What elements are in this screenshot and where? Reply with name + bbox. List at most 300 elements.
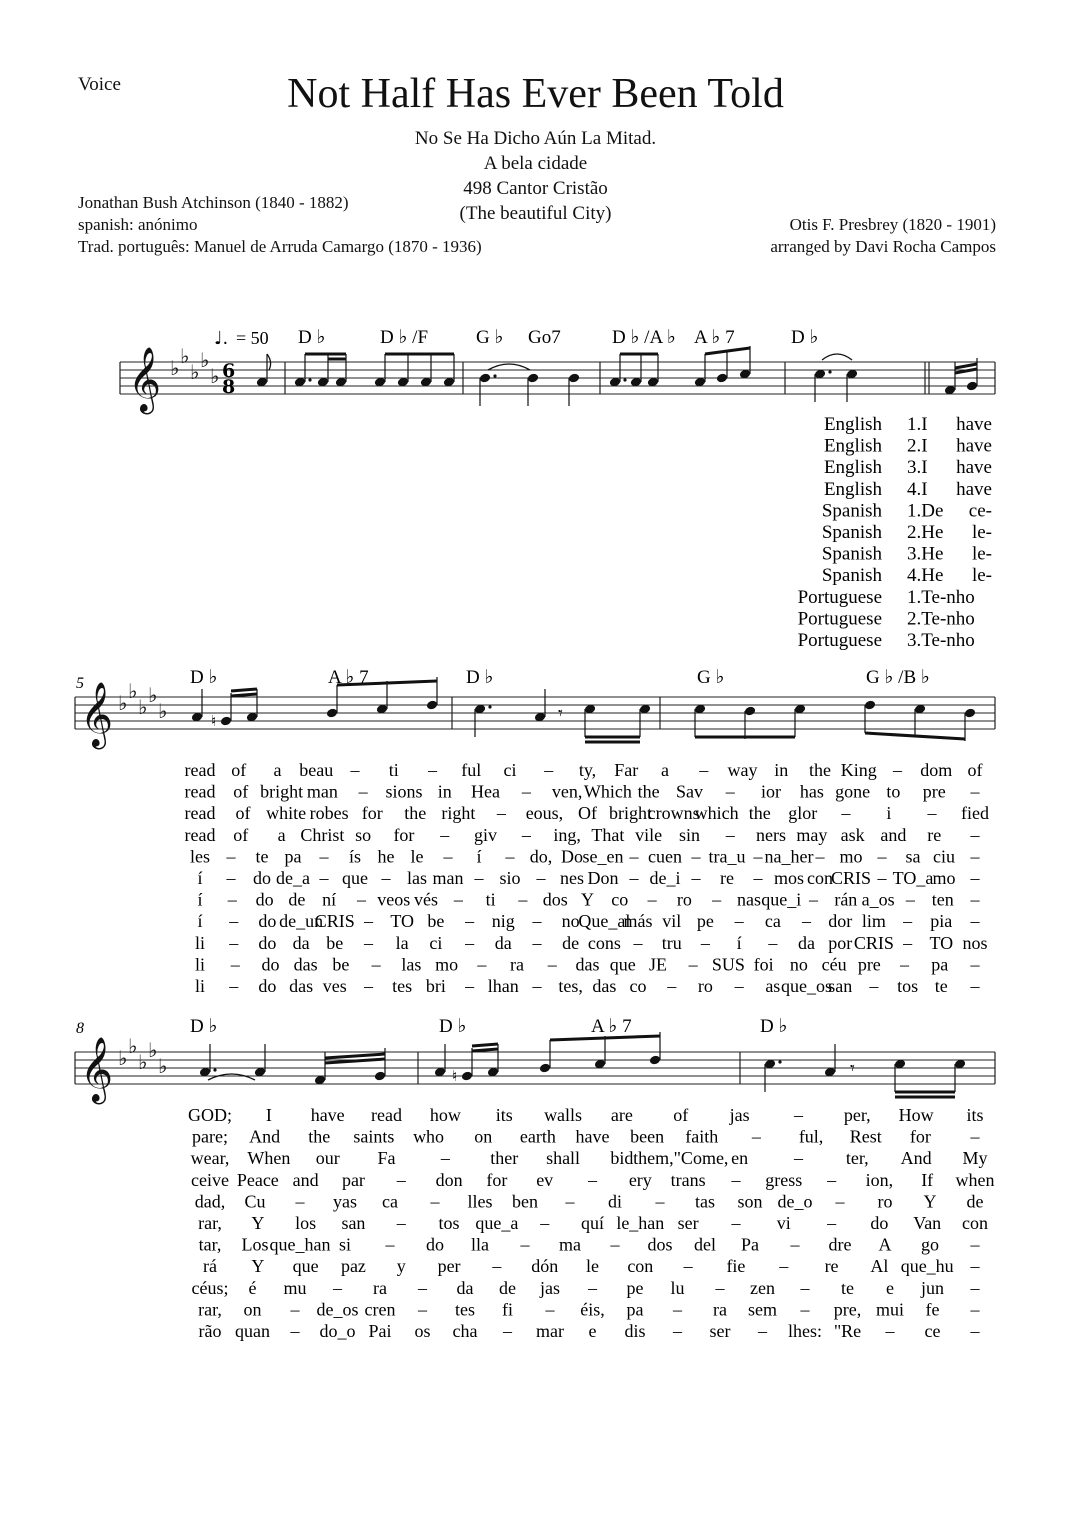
subtitle-spanish: No Se Ha Dicho Aún La Mitad. [414,128,657,149]
lyric-syllable: – [970,954,980,975]
lyric-syllable: – [758,1321,767,1341]
lyric-syllable: que [292,1256,319,1277]
dot [488,705,491,708]
lyric-syllable: – [970,976,980,996]
lyric-syllable: vés [414,889,439,910]
lyric-syllable: da [798,932,816,953]
lyric-syllable: ciu [933,846,955,867]
lyric-syllable: que_a [475,1213,519,1233]
lyric-syllable: ci [503,760,517,780]
lyric-syllable: que_han [269,1234,331,1255]
lyric-syllable: TO [929,932,954,953]
lyric-syllable: del [694,1234,716,1255]
verse-language-label: English [823,457,882,479]
lyric-syllable: on [243,1299,262,1320]
lyric-syllable: King [840,760,877,780]
lyric-syllable: e [588,1321,597,1341]
lyric-syllable: nas [736,889,761,910]
lyric-syllable: ask [840,824,865,845]
lyric-syllable: tru [661,932,682,953]
lyric-syllable: – [428,760,437,780]
flat-sign: ♭ [158,1054,168,1078]
lyric-syllable: éis, [580,1299,605,1320]
lyric-syllable: ten [931,889,954,910]
lyric-syllable: – [927,803,937,824]
lyric-syllable: – [532,932,542,953]
lyric-syllable: do [253,868,271,888]
lyric-syllable: las [407,868,427,888]
lyric-syllable: – [465,976,475,996]
notehead [374,1070,387,1081]
lyric-syllable: Hea [471,781,501,802]
lyric-syllable: nes [560,868,584,888]
lyric-syllable: do, [529,846,553,867]
lyric-syllable: SUS [711,954,745,975]
lyric-syllable: foi [753,954,774,975]
lyric-syllable: – [229,932,239,953]
lyric-syllable: – [532,911,542,932]
lyric-syllable: – [465,911,475,932]
chord-symbol: D ♭ /A ♭ [612,327,676,348]
lyric-syllable: – [440,1148,450,1169]
lyric-syllable: Rest [849,1126,882,1147]
lyric-syllable: them,"Come, [633,1148,729,1169]
lyric-syllable: when [955,1169,995,1190]
lyric-syllable: bid [610,1148,634,1169]
verse-language-label: Spanish [821,522,882,543]
lyric-syllable: ce- [968,500,992,522]
lyric-syllable: – [877,846,887,867]
lyric-syllable: dos [542,889,568,910]
lyric-syllable: le- [971,565,992,587]
flat-sign: ♭ [190,360,200,384]
lyric-syllable: be [326,932,344,953]
lyric-syllable: are [610,1105,633,1125]
lyric-syllable: the [748,803,771,824]
lyric-syllable: – [827,1213,837,1233]
lyric-syllable: mar [536,1321,564,1341]
lyric-syllable: – [430,1191,440,1212]
lyric-syllable: for [909,1126,931,1147]
lyric-syllable: que_hu [900,1256,954,1277]
lyric-syllable: – [385,1234,395,1255]
lyric-syllable: Cu [244,1191,266,1212]
lyric-syllable: dis [624,1321,646,1341]
treble-clef-icon: 𝄞 [128,347,162,412]
lyric-syllable: – [290,1321,300,1341]
score-title: Not Half Has Ever Been Told [287,71,784,117]
lyric-syllable: que [342,868,368,888]
lyric-syllable: ca [764,911,781,932]
lyric-syllable: – [903,911,913,932]
lyric-syllable: ti [388,760,399,780]
flat-sign: ♭ [148,683,158,707]
lyric-syllable: – [230,954,240,975]
lyric-syllable: la [395,932,409,953]
lyric-syllable: – [633,932,643,953]
lyric-syllable: co [611,889,629,910]
lyric-syllable: rar, [198,1213,222,1233]
lyric-syllable: por [828,932,853,953]
verse-number: 4.He [907,565,944,587]
lyric-syllable: for [486,1169,508,1190]
lyric-syllable: read [184,781,216,802]
lyric-syllable: – [893,760,902,780]
lyric-syllable: earth [519,1126,556,1147]
flat-sign: ♭ [180,344,190,368]
chord-symbol: D ♭ [466,667,494,688]
lyric-syllable: – [492,1256,502,1277]
dot [828,370,831,373]
lyric-syllable: That [591,824,625,845]
lyric-syllable: trans [670,1169,706,1190]
lyric-syllable: of [233,781,249,802]
lyric-syllable: – [226,868,236,888]
lyric-syllable: rá [203,1256,217,1277]
flat-sign: ♭ [128,1034,138,1058]
lyric-syllable: te [255,846,269,867]
lyric-syllable: ti [485,889,496,910]
lyric-syllable: – [699,760,709,780]
lyric-syllable: ther [490,1148,519,1169]
lyric-syllable: e [886,1277,894,1298]
lyric-syllable: in [774,760,789,780]
lyric-syllable: glor [788,803,818,824]
lyric-syllable: no [789,954,808,975]
lyric-syllable: do [258,932,277,953]
lyric-syllable: been [630,1126,665,1147]
lyric-syllable: gone [835,781,871,802]
lyric-syllable: eous, [525,803,564,824]
chord-symbol: G ♭ /B ♭ [866,667,930,688]
lyric-syllable: – [229,976,239,996]
time-signature-top: 6 [222,360,236,382]
lyric-syllable: lu [670,1277,685,1298]
lyric-syllable: Y [581,889,594,910]
lyric-syllable: cha [452,1321,478,1341]
lyric-syllable: vi [776,1213,791,1233]
lyric-syllable: dos [647,1234,673,1255]
lyric-syllable: our [315,1148,340,1169]
lyric-syllable: white [266,803,307,824]
lyric-syllable: li [194,954,206,975]
flat-sign: ♭ [138,1050,148,1074]
lyric-syllable: ery [628,1169,652,1190]
lyric-syllable: ful [461,760,482,780]
lyric-syllable: Los [241,1234,269,1255]
lyric-syllable: más [623,911,653,932]
lyric-syllable: – [768,932,778,953]
lyric-syllable: – [734,976,744,996]
lyric-syllable: pe [696,911,714,932]
lyric-syllable: ful, [798,1126,824,1147]
lyric-syllable: ser [709,1321,731,1341]
part-name: Voice [78,74,121,95]
lyric-syllable: lhan [487,976,519,996]
notehead [964,707,977,718]
lyric-syllable: dor [828,911,853,932]
verse-number: 1.De [907,500,944,522]
flat-sign: ♭ [128,679,138,703]
lyric-syllable: read [184,803,216,824]
flat-sign: ♭ [158,699,168,723]
verse-language-label: Portuguese [797,608,882,630]
lyric-syllable: – [396,1169,406,1190]
lyric-syllable: pa [284,846,302,867]
lyric-syllable: Peace [236,1169,279,1190]
notehead [461,1070,474,1081]
lyric-syllable: í [476,846,482,867]
beam [231,689,257,691]
lyric-syllable: When [247,1148,291,1169]
lyric-syllable: te [841,1277,854,1298]
lyric-syllable: – [629,846,639,867]
lyric-syllable: of [233,824,249,845]
measure-number: 5 [76,675,84,692]
lyric-syllable: for [361,803,383,824]
lyric-syllable: for [393,824,415,845]
lyric-syllable: right [441,803,476,824]
lyric-syllable: le [586,1256,599,1277]
lyric-syllable: gress [765,1169,803,1190]
lyric-syllable: – [440,824,450,845]
lyric-syllable: – [900,954,910,975]
lyric-syllable: – [477,954,487,975]
lyric-syllable: CRIS [830,868,872,888]
lyric-syllable: dre [828,1234,852,1255]
chord-symbol: D ♭ [190,667,218,688]
lyric-syllable: – [970,1256,980,1277]
lyric-syllable: – [691,868,701,888]
notehead [744,705,757,716]
lyric-syllable: – [356,889,366,910]
chord-symbol: D ♭ /F [380,327,429,348]
lyric-syllable: And [249,1126,281,1147]
lyric-syllable: Van [913,1213,942,1233]
lyric-syllable: – [229,911,239,932]
lyric-syllable: – [588,1277,597,1298]
natural-sign: ♮ [211,712,217,730]
lyric-syllable: ceive [191,1169,229,1190]
subtitle-hymnal: 498 Cantor Cristão [463,178,608,199]
lyric-syllable: – [396,1213,406,1233]
lyric-syllable: sa [905,846,921,867]
lyric-syllable: céus; [191,1277,229,1298]
lyric-syllable: read [184,824,216,845]
lyric-syllable: de_i [649,868,681,888]
lyric-syllable: – [667,976,677,996]
lyric-syllable: li [194,976,206,996]
verse-language-label: English [823,478,882,500]
lyric-syllable: giv [474,824,498,845]
lyric-syllable: – [418,1277,427,1298]
lyric-syllable: jas [729,1105,750,1125]
lyric-syllable: – [731,1169,741,1190]
verse-number: 3.Te-nho [907,630,975,651]
lyric-syllable: re [720,868,734,888]
lyric-syllable: – [520,1234,530,1255]
lyric-syllable: – [802,911,812,932]
lyric-syllable: robes [309,803,349,824]
lyric-syllable: so [355,824,372,845]
lyric-syllable: on [474,1126,493,1147]
lyric-syllable: don [435,1169,463,1190]
lyric-syllable: – [333,1277,342,1298]
lyric-syllable: re [824,1256,839,1277]
lyric-syllable: son [737,1191,763,1212]
lyric-syllable: le_han [616,1213,665,1233]
lyric-syllable: a [661,760,669,780]
lyric-syllable: ter, [845,1148,869,1169]
lyric-syllable: he [377,846,395,867]
lyric-syllable: ra [713,1299,727,1320]
lyric-syllable: sions [385,781,423,802]
lyric-syllable: be [332,954,350,975]
verse-language-label: Portuguese [797,586,882,608]
lyric-syllable: – [793,1105,803,1125]
lyric-syllable: – [629,868,639,888]
lyric-syllable: – [715,1277,725,1298]
lyric-syllable: sio [499,868,521,888]
lyric-syllable: é [248,1277,257,1298]
lyric-syllable: – [227,889,237,910]
beam [472,1044,498,1046]
chord-symbol: A ♭ 7 [328,667,369,688]
lyric-syllable: das [592,976,617,996]
lyric-syllable: ben [512,1191,538,1212]
lyric-syllable: saints [353,1126,395,1147]
lyric-syllable: – [521,781,531,802]
lyric-syllable: rão [198,1321,222,1341]
eighth-rest-icon: 𝄾 [558,703,563,724]
lyric-syllable: I [265,1105,272,1125]
lyric-syllable: Al [870,1256,889,1277]
lyric-syllable: ro [697,976,713,996]
lyric-syllable: – [725,824,735,845]
lyric-syllable: have [575,1126,610,1147]
lyric-syllable: Christ [300,824,345,845]
lyric-syllable: de [288,889,306,910]
lyric-syllable: – [371,954,381,975]
tie [822,354,852,360]
lyric-syllable: lles [467,1191,493,1212]
lyric-syllable: go [921,1234,939,1255]
lyric-syllable: – [363,932,373,953]
lyric-syllable: nig [491,911,515,932]
lyric-syllable: se_en [582,846,624,867]
lyric-syllable: ven, [551,781,583,802]
verse-number: 4.I [907,478,928,500]
lyric-syllable: – [358,781,368,802]
lyric-syllable: que_os [781,976,833,996]
lyric-syllable: ves [322,976,347,996]
lyric-syllable: have [956,457,992,479]
lyric-syllable: – [751,1126,761,1147]
flat-sign: ♭ [170,356,180,380]
lyric-syllable: the [637,781,660,802]
lyric-syllable: co [629,976,647,996]
lyric-syllable: CRIS [314,911,355,932]
notehead [426,699,439,710]
lyric-syllable: – [610,1234,620,1255]
lyric-syllable: the [308,1126,331,1147]
lyric-syllable: que_i [761,889,802,910]
lyric-syllable: pre, [833,1299,862,1320]
lyric-syllable: mo [839,846,863,867]
lyric-syllable: Do [561,846,583,867]
lyric-syllable: lim [861,911,886,932]
lyric-syllable: dom [920,760,953,780]
lyric-syllable: – [827,1169,837,1190]
beam [325,1054,385,1058]
lyric-syllable: tar, [198,1234,222,1255]
lyric-syllable: a [273,760,282,780]
chord-symbol: G ♭ [697,667,725,688]
lyric-syllable: mos [773,868,805,888]
chord-symbol: A ♭ 7 [591,1016,632,1037]
lyric-syllable: – [970,1234,980,1255]
lyric-syllable: da [494,932,512,953]
lyric-syllable: walls [544,1105,583,1125]
lyric-syllable: – [363,911,373,932]
notehead [966,380,979,391]
lyric-syllable: te [934,976,948,996]
portuguese-translator: Trad. português: Manuel de Arruda Camargo (1870 - 1936) [78,237,482,256]
lyric-syllable: read [184,760,216,780]
tie [208,1074,255,1080]
lyric-syllable: the [809,760,831,780]
lyric-syllable: – [536,868,546,888]
lyric-syllable: bri [425,976,446,996]
lyric-syllable: – [363,976,373,996]
lyric-syllable: ners [756,824,787,845]
lyric-syllable: – [815,846,825,867]
lyric-syllable: í [197,889,203,910]
lyric-syllable: les [190,846,210,867]
lyric-syllable: ra [510,954,525,975]
lyric-syllable: de_a [276,868,310,888]
dotted-quarter-note-icon: ♩. [214,328,229,349]
lyric-syllable: do [258,911,277,932]
lyric-syllable: per [437,1256,461,1277]
lyric-syllable: Don [587,868,619,888]
flat-sign: ♭ [118,1046,128,1070]
lyric-syllable: – [673,1321,682,1341]
beam [231,694,257,696]
lyric-syllable: cren [364,1299,396,1320]
lyric-syllable: – [970,824,980,845]
lyric-syllable: wear, [190,1148,230,1169]
lyric-syllable: man [432,868,464,888]
lyric-syllable: das [575,954,600,975]
lyric-syllable: which [694,803,739,824]
lyric-syllable: a_os [861,889,895,910]
notehead [479,372,492,383]
chord-symbol: A ♭ 7 [694,327,735,348]
lyric-syllable: pa [931,954,949,975]
lyric-syllable: os [414,1321,431,1341]
lyric-syllable: has [799,781,824,802]
lyric-syllable: Pa [741,1234,759,1255]
flat-sign: ♭ [138,695,148,719]
lyric-syllable: – [970,781,980,802]
verse-language-label: Spanish [821,500,882,522]
lyric-syllable: – [869,976,879,996]
lyric-syllable: – [970,1277,980,1298]
treble-clef-icon: 𝄞 [80,1037,114,1102]
verse-language-label: Spanish [821,565,882,587]
lyric-syllable: – [688,954,698,975]
